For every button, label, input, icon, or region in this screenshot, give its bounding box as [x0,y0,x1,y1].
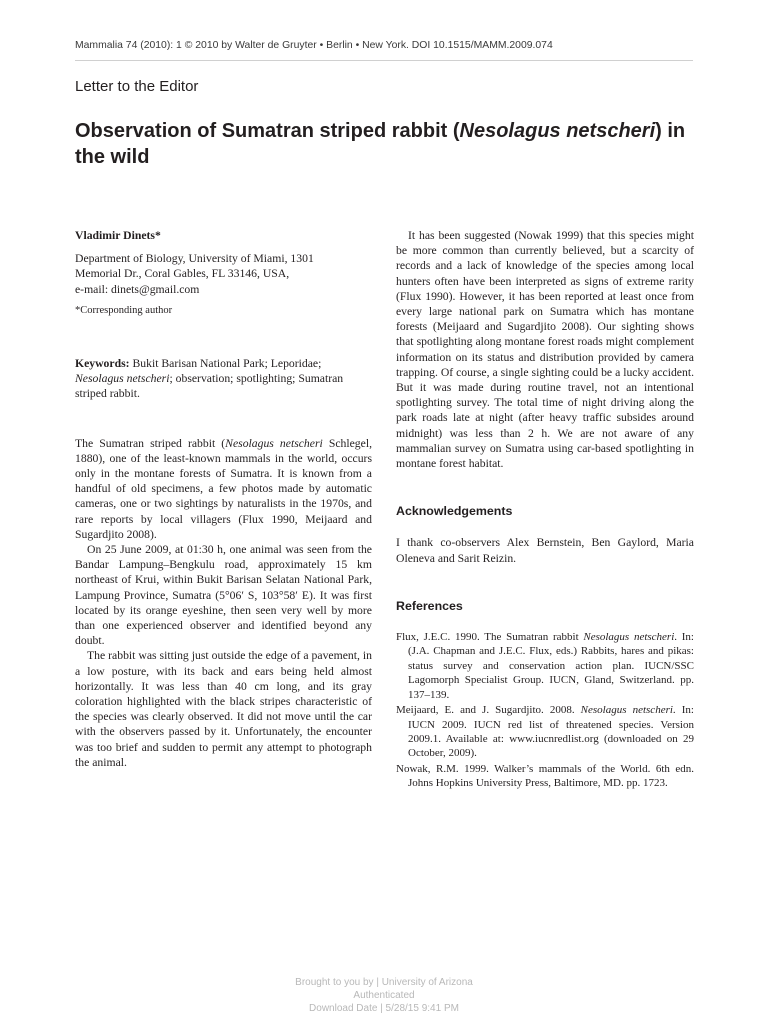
keywords-part-2: ; observation; spotlighting; Sumatran striped rabbit. [75,372,344,401]
acknowledgements-heading: Acknowledgements [396,504,513,519]
reference-text: . In: IUCN 2009. IUCN red list of threatened species. Version 2009.1. Available at: www.iucnredlist.org (downloaded on 29 October, 2009). [408,704,694,760]
reference-text: Nowak, R.M. 1999. Walker’s mammals of the World. 6th edn. Johns Hopkins University Press, Baltimore, MD. pp. 1723. [396,762,694,790]
acknowledgements-text: I thank co-observers Alex Bernstein, Ben Gaylord, Maria Oleneva and Sarit Reizin. [396,536,694,565]
header-rule [75,60,693,61]
right-column [396,228,694,792]
reference-item [396,703,694,761]
title-prefix: Observation of Sumatran striped rabbit ( [75,120,460,142]
author-name: Vladimir Dinets* [75,229,161,242]
body-paragraph-2: On 25 June 2009, at 01:30 h, one animal was seen from the Bandar Lampung–Bengkulu road, approximately 15 km northeast of Krui, within Bukit Barisan Selatan National Park, Lampung Province, Sumatra (5°06′ S, 103°58′ E). It was first located by its orange eyeshine, then seen very well by more than one experienced observer and identified beyond any doubt. [75,543,372,648]
keywords-species: Nesolagus netscheri [75,372,170,386]
journal-citation: Mammalia 74 (2010): 1 © 2010 by Walter de Gruyter • Berlin • New York. DOI 10.1515/MAMM.2009.074 [75,40,553,51]
reference-species: Nesolagus netscheri [580,704,673,717]
references-heading: References [396,598,463,613]
p1-text-b: Schlegel, 1880), one of the least-known mammals in the world, occurs only in the montane forests of Sumatra. It is known from a handful of old specimens, a few photos made by automatic cameras, one or two sightings by naturalists in the 1970s, and rare reports by local villagers (Flux 1990, Meijaard and Sugardjito 2008). [75,436,372,541]
download-footer-line-2: Authenticated [353,990,415,1001]
title-species: Nesolagus netscheri [459,120,656,142]
reference-item [396,762,694,791]
keywords-part-1: Bukit Barisan National Park; Leporidae; [129,357,322,371]
keywords-label: Keywords: [75,357,130,371]
affiliation-line-2: Memorial Dr., Coral Gables, FL 33146, USA, [75,267,290,281]
left-column [75,228,372,770]
reference-text: Meijaard, E. and J. Sugardjito. 2008. [396,704,581,717]
author-affiliation [75,251,372,297]
body-paragraph-1 [75,436,372,542]
author-email[interactable]: e-mail: dinets@gmail.com [75,282,200,296]
section-label: Letter to the Editor [75,78,199,95]
body-paragraph-4: It has been suggested (Nowak 1999) that this species might be more common than currently believed, but a scarcity of records and a lack of knowledge of the species among local hunters often have been interpreted as signs of extreme rarity (Flux 1990). However, it has been reported at least once from every large national park on Sumatra which has montane forests (Meijaard and Sugardjito 2008). Our sighting shows that spotlighting along montane forest roads might complement information on its status and distribution provided by camera trapping. Of course, a single sighting could be a lucky accident. But it was made during routine travel, not an intentional spotlighting survey. The total time of night driving along the park roads late at night (after heavy traffic subsides around midnight) was less than 2 h. We are not aware of any mammalian survey on Sumatra using car-based spotlighting in montane forest habitat. [396,229,694,471]
reference-text: . In: (J.A. Chapman and J.E.C. Flux, eds.) Rabbits, hares and pikas: status survey and conservation action plan. IUCN/SSC Lagomorph Specialist Group. IUCN, Gland, Switzerland. pp. 137–139. [408,631,694,701]
reference-item [396,630,694,702]
article-title [75,118,715,170]
download-footer-line-1: Brought to you by | University of Arizona [295,977,473,988]
keywords [75,356,372,402]
p1-species: Nesolagus netscheri [225,436,323,450]
corresponding-note: *Corresponding author [75,304,173,316]
reference-species: Nesolagus netscheri [583,631,675,644]
p1-text-a: The Sumatran striped rabbit ( [75,436,226,450]
reference-text: Flux, J.E.C. 1990. The Sumatran rabbit [396,631,584,644]
body-paragraph-3: The rabbit was sitting just outside the edge of a pavement, in a low posture, with its back and ears being held almost horizontally. It was less than 40 cm long, and its gray coloration highlighted with the black stripes characteristic of the species was clearly observed. It did not move until the car with the observers passed by it. Unfortunately, the encounter was too brief and sudden to permit any attempt to photograph the animal. [75,649,372,769]
download-footer-line-3: Download Date | 5/28/15 9:41 PM [309,1003,459,1014]
affiliation-line-1: Department of Biology, University of Miami, 1301 [75,252,314,266]
reference-list [396,630,694,790]
title-suffix: ) in the wild [75,120,686,168]
